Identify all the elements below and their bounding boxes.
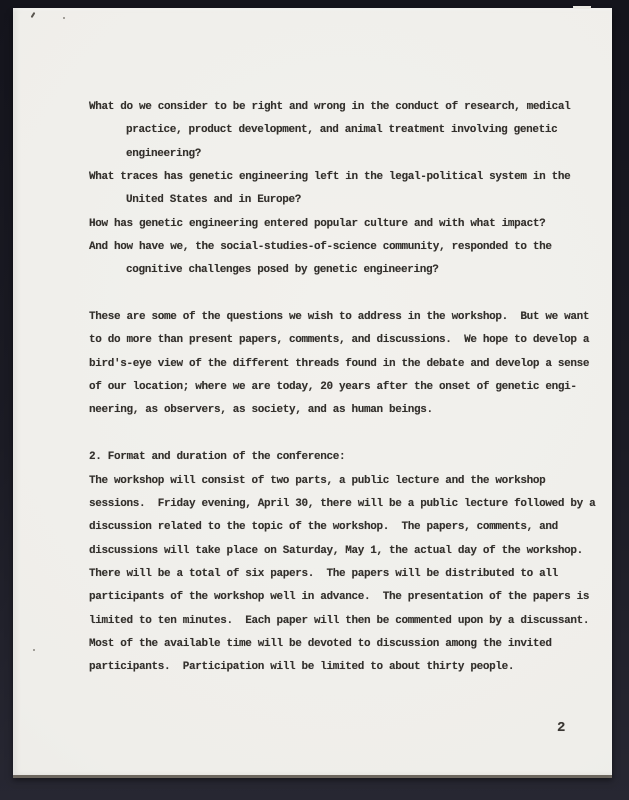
- text-line: of our location; where we are today, 20 years after the onset of genetic engi-: [89, 381, 577, 394]
- text-line: to do more than present papers, comments, and discussions. We hope to develop a: [89, 334, 590, 347]
- text-line: United States and in Europe?: [126, 194, 302, 207]
- text-line: limited to ten minutes. Each paper will then be commented upon by a discussant.: [89, 614, 590, 627]
- text-line: discussion related to the topic of the workshop. The papers, comments, and: [89, 521, 558, 534]
- text-line: participants of the workshop well in advance. The presentation of the papers is: [89, 591, 590, 604]
- text-line: These are some of the questions we wish to address in the workshop. But we want: [89, 311, 590, 324]
- text-line: There will be a total of six papers. The papers will be distributed to all: [89, 567, 558, 580]
- section-heading: 2. Format and duration of the conference:: [89, 451, 346, 464]
- typewritten-text-block: [89, 96, 609, 680]
- text-line: sessions. Friday evening, April 30, there will be a public lecture followed by a: [89, 497, 596, 510]
- text-line: discussions will take place on Saturday, May 1, the actual day of the workshop.: [89, 544, 583, 557]
- text-line: And how have we, the social-studies-of-science community, responded to the: [89, 241, 552, 254]
- page-number: 2: [557, 720, 566, 736]
- text-line: participants. Participation will be limited to about thirty people.: [89, 661, 515, 674]
- text-line: How has genetic engineering entered popular culture and with what impact?: [89, 217, 546, 230]
- text-line: engineering?: [126, 147, 202, 160]
- text-line: The workshop will consist of two parts, a public lecture and the workshop: [89, 474, 546, 487]
- text-line: neering, as observers, as society, and as human beings.: [89, 404, 433, 417]
- paper-edge-notch: [573, 6, 591, 9]
- document-page: [13, 8, 612, 775]
- text-line: practice, product development, and animal treatment involving genetic: [126, 124, 558, 137]
- stray-ink-dot: [33, 649, 35, 651]
- text-line: bird's-eye view of the different threads found in the debate and develop a sense: [89, 357, 590, 370]
- stray-ink-dot: [63, 17, 65, 19]
- stray-ink-mark: [31, 12, 36, 18]
- text-line: What do we consider to be right and wrong in the conduct of research, medical: [89, 101, 571, 113]
- text-line: What traces has genetic engineering left in the legal-political system in the: [89, 171, 571, 184]
- text-line: Most of the available time will be devoted to discussion among the invited: [89, 637, 552, 650]
- text-line: cognitive challenges posed by genetic engineering?: [126, 264, 439, 277]
